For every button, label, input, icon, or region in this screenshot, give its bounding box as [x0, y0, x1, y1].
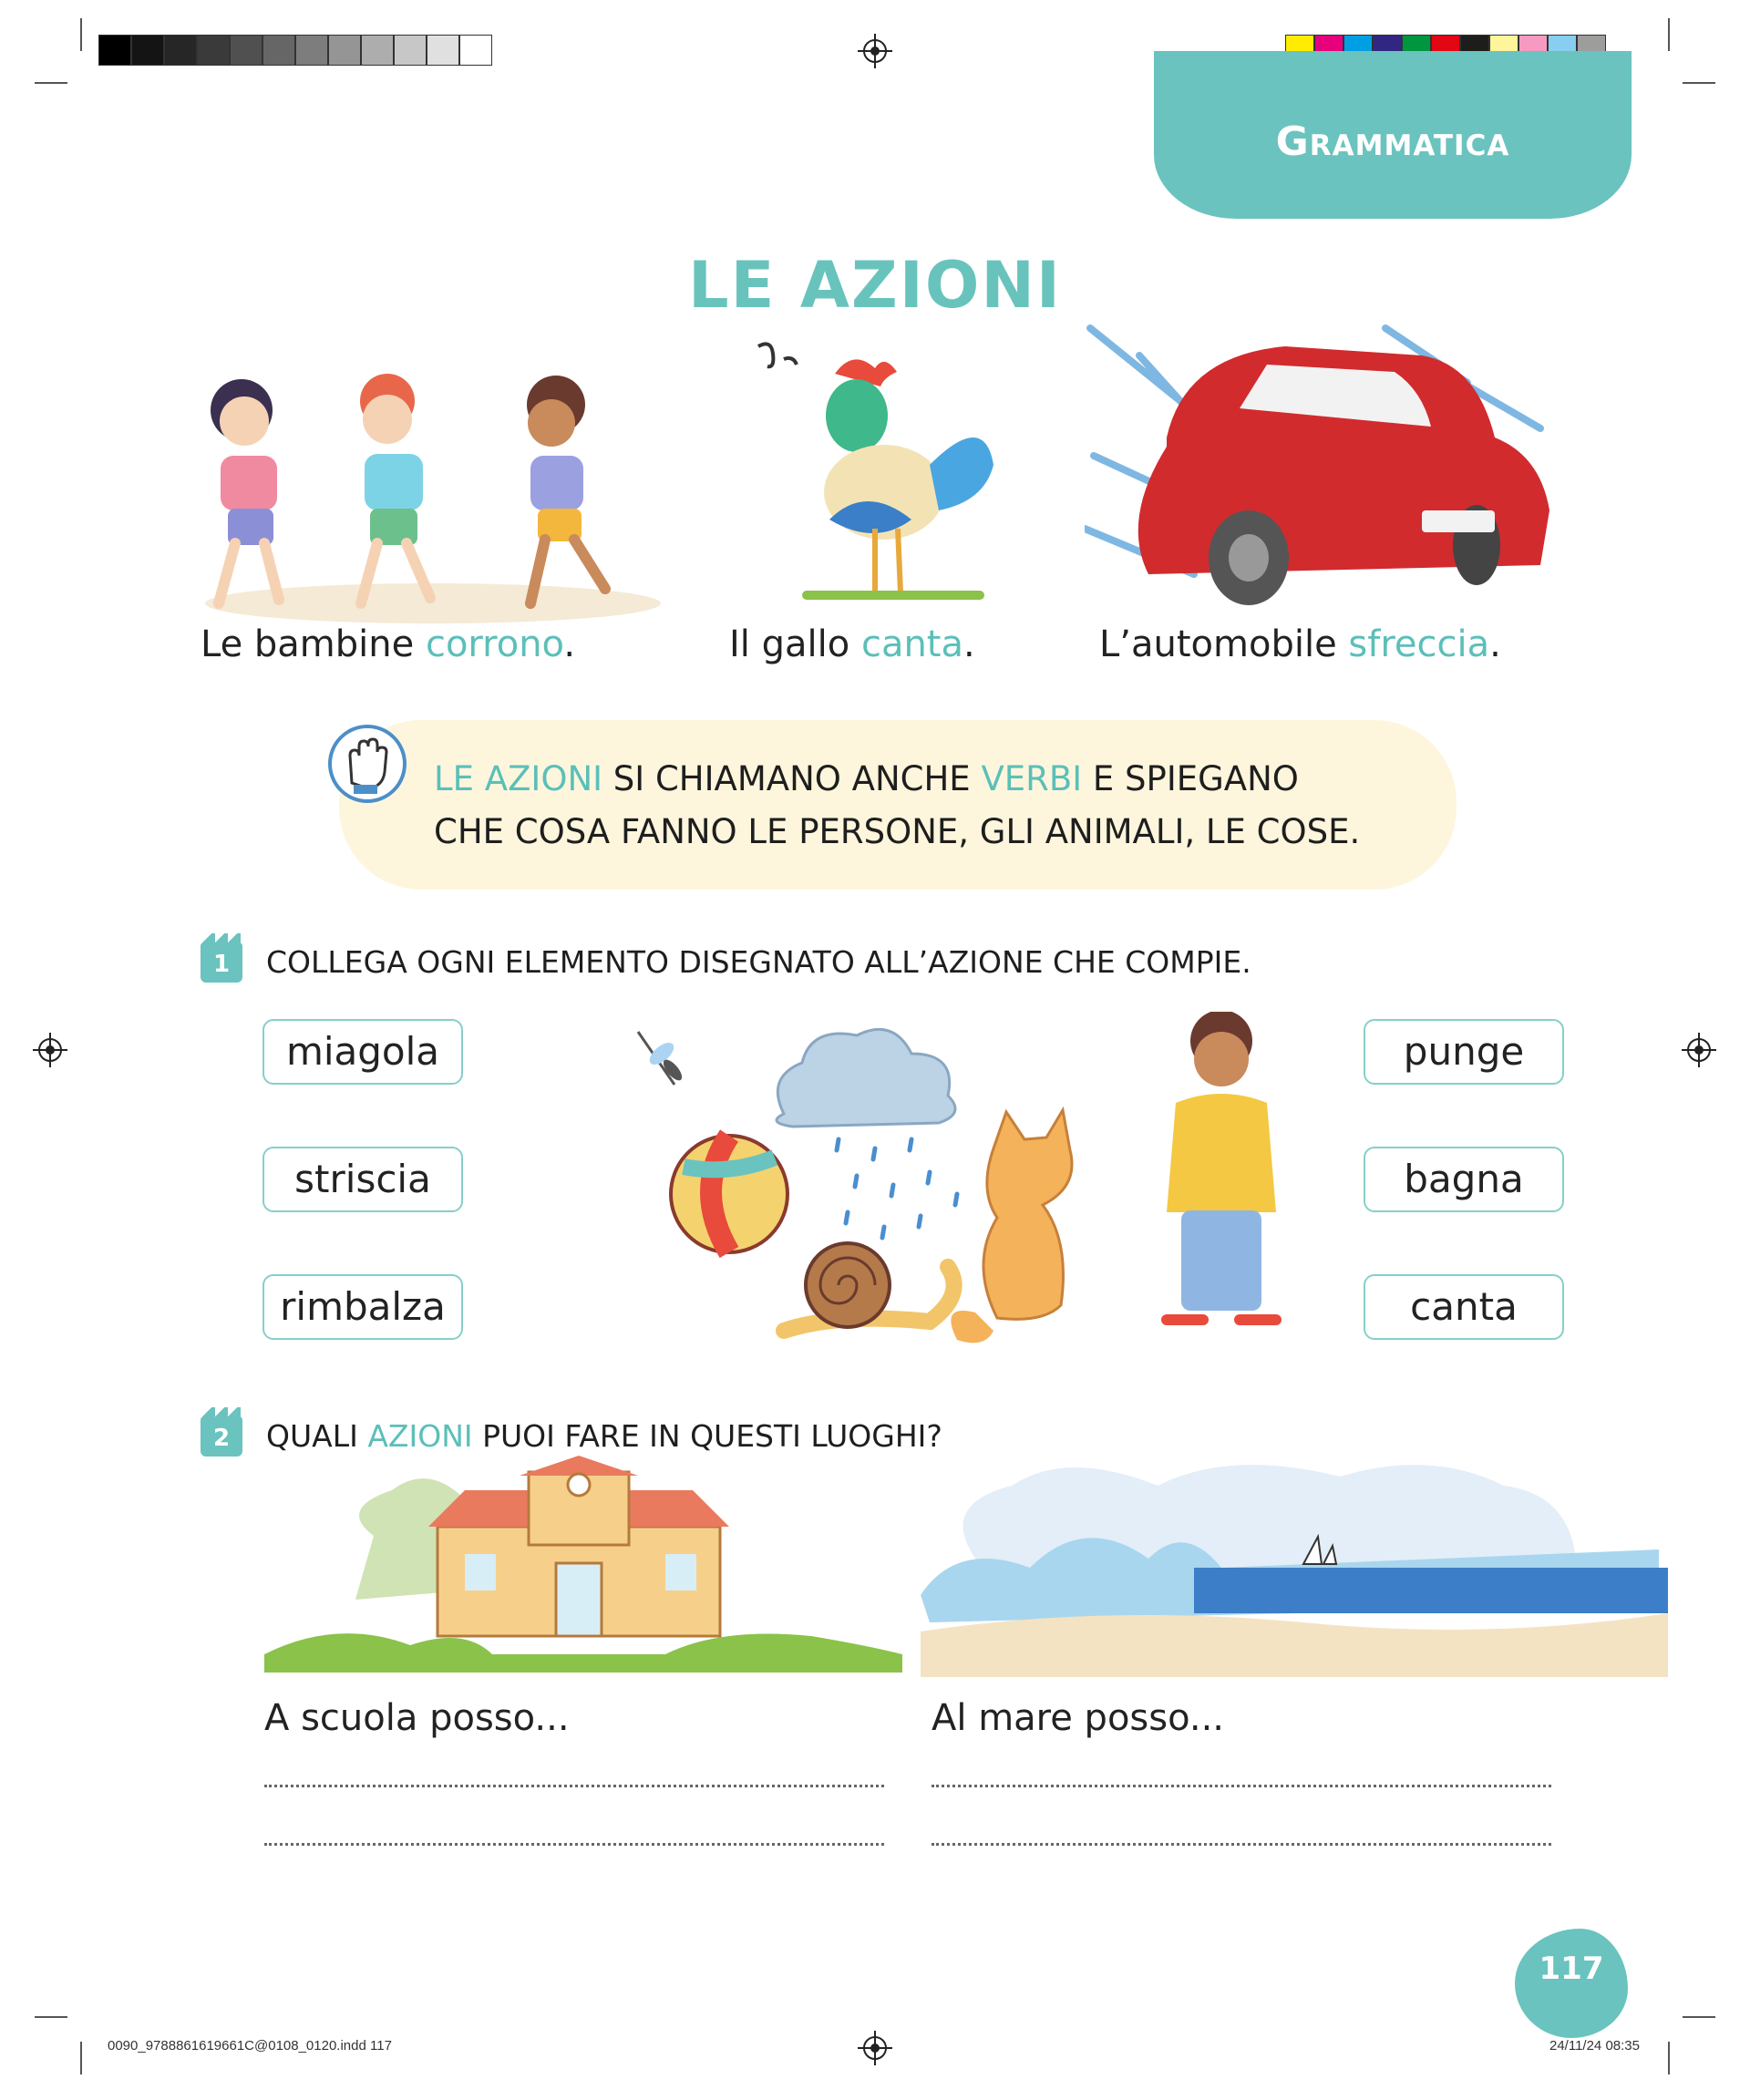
- exercise-2-instruction: QUALI AZIONI PUOI FARE IN QUESTI LUOGHI?: [266, 1418, 942, 1454]
- school-illustration: [264, 1454, 902, 1673]
- boy-icon: [1167, 1012, 1276, 1320]
- school-answer-line-1[interactable]: [264, 1785, 884, 1787]
- children-running-illustration: [191, 365, 674, 629]
- caption-children: Le bambine corrono.: [201, 623, 576, 665]
- word-box-punge[interactable]: punge: [1364, 1019, 1564, 1085]
- red-car-illustration: [1085, 310, 1577, 620]
- rule-line-2: CHE COSA FANNO LE PERSONE, GLI ANIMALI, LE COSE.: [434, 812, 1361, 851]
- exercise-1-illustrations: [629, 1012, 1331, 1349]
- raised-hand-icon: [328, 725, 407, 803]
- exercise-1-badge: 1: [201, 942, 242, 983]
- sea-illustration: [921, 1449, 1668, 1686]
- verb-rooster: canta: [860, 623, 964, 665]
- registration-mark-bottom: [863, 2036, 887, 2060]
- word-box-rimbalza[interactable]: rimbalza: [262, 1274, 463, 1340]
- registration-mark-left: [38, 1038, 62, 1062]
- school-prompt: A scuola posso...: [264, 1697, 570, 1739]
- word-box-bagna[interactable]: bagna: [1364, 1147, 1564, 1212]
- print-slug-date: 24/11/24 08:35: [1549, 2038, 1640, 2054]
- exercise-1-instruction: COLLEGA OGNI ELEMENTO DISEGNATO ALL’AZIONE CHE COMPIE.: [266, 944, 1251, 980]
- beach-ball-icon: [671, 1136, 788, 1252]
- sea-prompt: Al mare posso...: [932, 1697, 1225, 1739]
- caption-car: L’automobile sfreccia.: [1099, 623, 1501, 665]
- school-answer-line-2[interactable]: [264, 1843, 884, 1846]
- caption-rooster: Il gallo canta.: [729, 623, 975, 665]
- registration-mark-right: [1687, 1038, 1711, 1062]
- rule-text: [434, 753, 1360, 859]
- word-box-miagola[interactable]: miagola: [262, 1019, 463, 1085]
- rain-cloud-icon: [777, 1029, 957, 1238]
- print-slug-file: 0090_9788861619661C@0108_0120.indd 117: [108, 2038, 392, 2054]
- snail-icon: [784, 1243, 954, 1331]
- verb-car: sfreccia: [1348, 623, 1490, 665]
- rule-line-1: LE AZIONI SI CHIAMANO ANCHE VERBI E SPIEGANO: [434, 759, 1299, 798]
- word-box-striscia[interactable]: striscia: [262, 1147, 463, 1212]
- page-title: LE AZIONI: [688, 248, 1062, 323]
- word-box-canta[interactable]: canta: [1364, 1274, 1564, 1340]
- exercise-2-badge: 2: [201, 1416, 242, 1457]
- sea-answer-line-1[interactable]: [932, 1785, 1551, 1787]
- page-number: 117: [1539, 1951, 1604, 1987]
- mosquito-icon: [638, 1032, 685, 1085]
- sea-answer-line-2[interactable]: [932, 1843, 1551, 1846]
- rooster-illustration: [747, 337, 1012, 611]
- verb-children: corrono: [425, 623, 564, 665]
- section-tab-label: Grammatica: [1275, 118, 1510, 165]
- registration-mark-top: [863, 39, 887, 63]
- cat-icon: [951, 1110, 1072, 1343]
